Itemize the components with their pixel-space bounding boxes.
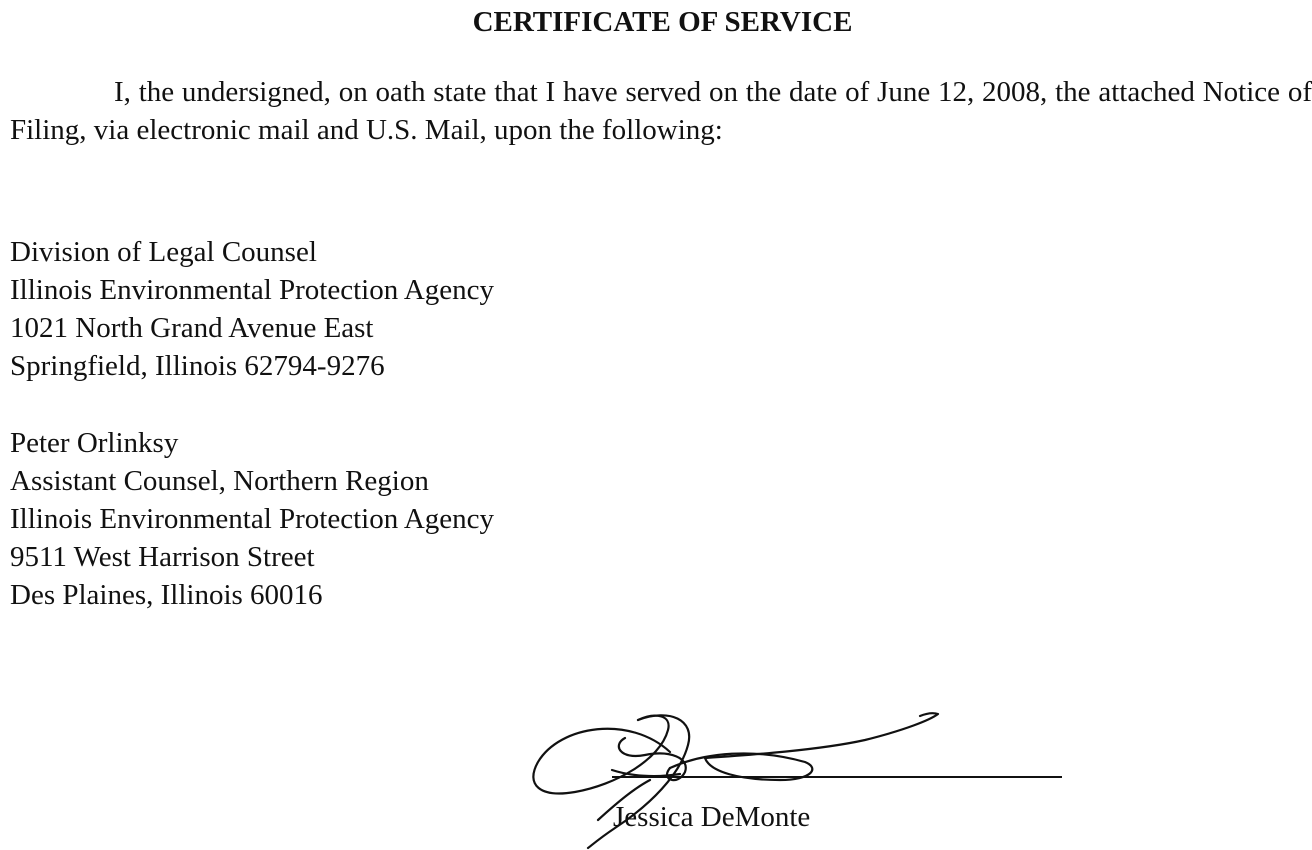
recipient-line: Peter Orlinksy bbox=[10, 427, 179, 459]
recipient-address-block bbox=[10, 424, 494, 614]
recipient-line: Division of Legal Counsel bbox=[10, 236, 317, 268]
recipient-line: Illinois Environmental Protection Agency bbox=[10, 503, 495, 535]
recipient-line: Illinois Environmental Protection Agency bbox=[10, 274, 495, 306]
recipient-line: Springfield, Illinois 62794-9276 bbox=[10, 350, 385, 382]
signature-stroke bbox=[705, 713, 938, 758]
document-title: CERTIFICATE OF SERVICE bbox=[472, 6, 853, 38]
certificate-statement: I, the undersigned, on oath state that I have served on the date of June 12, 2008, the attached Notice of Filing, via electronic mail and U.S. Mail, upon the following: bbox=[10, 76, 1312, 146]
recipient-line: Assistant Counsel, Northern Region bbox=[10, 465, 429, 497]
signature-stroke bbox=[670, 753, 812, 780]
signer-name: Jessica DeMonte bbox=[613, 801, 811, 833]
recipient-line: 9511 West Harrison Street bbox=[10, 541, 315, 573]
recipient-address-block bbox=[10, 233, 494, 385]
recipient-line: Des Plaines, Illinois 60016 bbox=[10, 579, 323, 611]
recipient-line: 1021 North Grand Avenue East bbox=[10, 312, 374, 344]
